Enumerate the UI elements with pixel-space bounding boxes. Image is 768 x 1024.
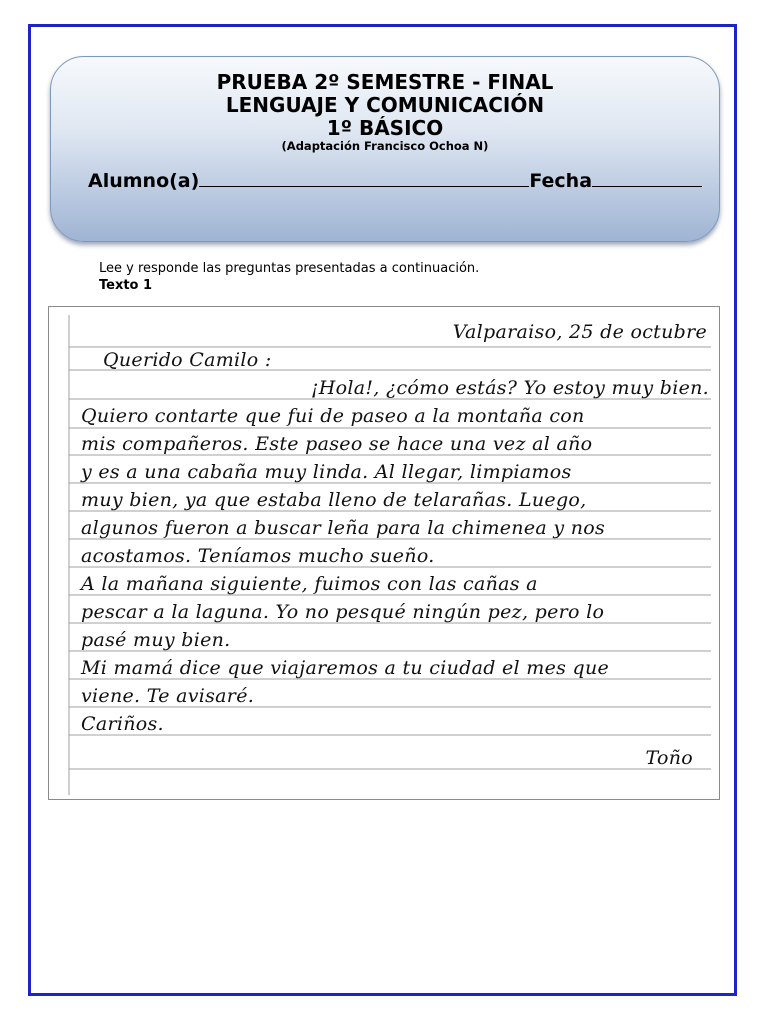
letter-line: y es a una cabaña muy linda. Al llegar, limpiamos xyxy=(81,461,572,483)
letter-line: muy bien, ya que estaba lleno de telarañas. Luego, xyxy=(81,489,587,511)
date-blank[interactable] xyxy=(592,167,702,187)
letter-line: pasé muy bien. xyxy=(81,629,231,651)
adaptation-credit: (Adaptación Francisco Ochoa N) xyxy=(281,139,489,153)
letter-signature: Toño xyxy=(645,747,693,769)
letter-line: viene. Te avisaré. xyxy=(81,685,255,707)
student-name-blank[interactable] xyxy=(199,167,529,187)
letter-line: mis compañeros. Este paseo se hace una vez al año xyxy=(81,433,593,455)
letter-line: A la mañana siguiente, fuimos con las cañas a xyxy=(81,573,538,595)
letter-frame xyxy=(48,306,720,800)
letter-place-date: Valparaiso, 25 de octubre xyxy=(452,321,707,343)
student-label: Alumno(a) xyxy=(88,170,200,192)
student-info-line xyxy=(88,167,713,193)
letter-line: Quiero contarte que fui de paseo a la montaña con xyxy=(81,405,585,427)
exam-title: PRUEBA 2º SEMESTRE - FINAL xyxy=(216,70,554,94)
date-label: Fecha xyxy=(529,170,593,192)
letter-line: pescar a la laguna. Yo no pesqué ningún pez, pero lo xyxy=(81,601,605,623)
grade-title: 1º BÁSICO xyxy=(326,116,444,140)
letter-line: acostamos. Teníamos mucho sueño. xyxy=(81,545,435,567)
letter-line: algunos fueron a buscar leña para la chimenea y nos xyxy=(81,517,606,539)
letter-line: Mi mamá dice que viajaremos a tu ciudad el mes que xyxy=(81,657,610,679)
letter-line: ¡Hola!, ¿cómo estás? Yo estoy muy bien. xyxy=(310,377,709,399)
section-label: Texto 1 xyxy=(99,278,153,293)
header-box xyxy=(50,56,720,242)
instruction-text: Lee y responde las preguntas presentadas a continuación. xyxy=(99,261,480,276)
letter-salutation: Querido Camilo : xyxy=(103,349,272,371)
subject-title: LENGUAJE Y COMUNICACIÓN xyxy=(225,93,545,117)
letter-line: Cariños. xyxy=(81,713,164,735)
